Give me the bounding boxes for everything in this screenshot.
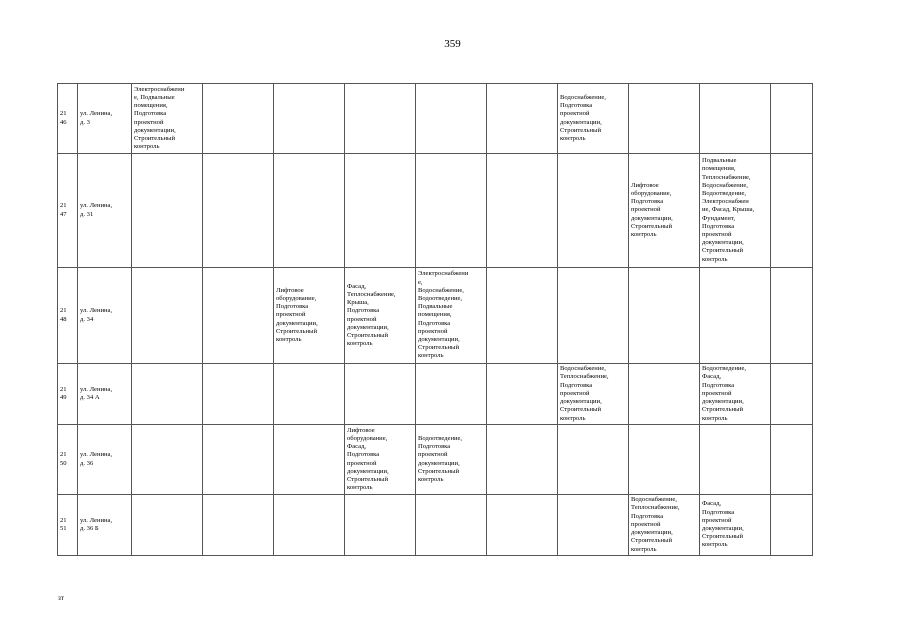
work-cell — [700, 84, 771, 154]
work-cell — [771, 364, 813, 425]
work-cell — [345, 364, 416, 425]
work-cell: Водоснабжение, Теплоснабжение, Подготовка проектной документации, Строительный контроль — [558, 364, 629, 425]
work-cell — [771, 84, 813, 154]
page-number: 359 — [444, 38, 461, 50]
work-cell — [274, 425, 345, 495]
work-cell — [345, 495, 416, 556]
work-cell — [132, 495, 203, 556]
work-cell — [416, 364, 487, 425]
work-cell — [203, 495, 274, 556]
work-cell — [629, 425, 700, 495]
row-number-cell: 21 47 — [58, 154, 78, 268]
work-cell — [487, 364, 558, 425]
repair-schedule-table — [57, 83, 813, 556]
table-row — [58, 425, 813, 495]
work-cell — [345, 154, 416, 268]
work-cell — [203, 268, 274, 364]
footer-mark: зт — [58, 594, 64, 602]
work-cell: Водоотведение, Фасад, Подготовка проектной документации, Строительный контроль — [700, 364, 771, 425]
work-cell — [416, 154, 487, 268]
work-cell: Лифтовое оборудование, Фасад, Подготовка проектной документации, Строительный контроль — [345, 425, 416, 495]
work-cell — [629, 268, 700, 364]
work-cell — [700, 268, 771, 364]
work-cell — [558, 268, 629, 364]
row-number-cell: 21 49 — [58, 364, 78, 425]
work-cell — [487, 154, 558, 268]
work-cell — [132, 425, 203, 495]
work-cell: Электроснабжени е, Водоснабжение, Водоотведение, Подвальные помещения, Подготовка проектной документации, Строительный контроль — [416, 268, 487, 364]
work-cell — [487, 268, 558, 364]
work-cell — [771, 495, 813, 556]
work-cell — [274, 495, 345, 556]
address-cell: ул. Ленина, д. 3 — [78, 84, 132, 154]
address-cell: ул. Ленина, д. 36 Б — [78, 495, 132, 556]
work-cell — [416, 84, 487, 154]
work-cell — [771, 425, 813, 495]
work-cell — [203, 364, 274, 425]
work-cell — [416, 495, 487, 556]
work-cell — [771, 268, 813, 364]
work-cell: Водоснабжение, Теплоснабжение, Подготовка проектной документации, Строительный контроль — [629, 495, 700, 556]
work-cell — [274, 364, 345, 425]
row-number-cell: 21 51 — [58, 495, 78, 556]
work-cell — [345, 84, 416, 154]
address-cell: ул. Ленина, д. 34 А — [78, 364, 132, 425]
work-cell: Подвальные помещения, Теплоснабжение, Водоснабжение, Водоотведение, Электроснабжен ие, Фасад, Крыша, Фундамент, Подготовка проектной документации, Строительный контроль — [700, 154, 771, 268]
work-cell — [132, 364, 203, 425]
work-cell — [558, 154, 629, 268]
work-cell — [629, 84, 700, 154]
table-row — [58, 268, 813, 364]
work-cell — [274, 84, 345, 154]
address-cell: ул. Ленина, д. 36 — [78, 425, 132, 495]
work-cell — [487, 425, 558, 495]
work-cell — [487, 495, 558, 556]
row-number-cell: 21 50 — [58, 425, 78, 495]
work-cell: Фасад, Подготовка проектной документации, Строительный контроль — [700, 495, 771, 556]
work-cell — [203, 425, 274, 495]
work-cell — [274, 154, 345, 268]
work-cell — [132, 268, 203, 364]
table-row — [58, 364, 813, 425]
work-cell — [203, 154, 274, 268]
work-cell — [771, 154, 813, 268]
work-cell: Электроснабжени е, Подвальные помещения, Подготовка проектной документации, Строительный контроль — [132, 84, 203, 154]
row-number-cell: 21 46 — [58, 84, 78, 154]
table-row — [58, 154, 813, 268]
table-row — [58, 84, 813, 154]
work-cell — [629, 364, 700, 425]
work-cell — [132, 154, 203, 268]
work-cell — [558, 495, 629, 556]
work-cell: Лифтовое оборудование, Подготовка проектной документации, Строительный контроль — [274, 268, 345, 364]
work-cell: Водоснабжение, Подготовка проектной документации, Строительный контроль — [558, 84, 629, 154]
address-cell: ул. Ленина, д. 31 — [78, 154, 132, 268]
row-number-cell: 21 48 — [58, 268, 78, 364]
work-cell: Лифтовое оборудование, Подготовка проектной документации, Строительный контроль — [629, 154, 700, 268]
work-cell: Водоотведение, Подготовка проектной документации, Строительный контроль — [416, 425, 487, 495]
work-cell — [558, 425, 629, 495]
work-cell — [203, 84, 274, 154]
table-row — [58, 495, 813, 556]
work-cell: Фасад, Теплоснабжение, Крыша, Подготовка проектной документации, Строительный контроль — [345, 268, 416, 364]
address-cell: ул. Ленина, д. 34 — [78, 268, 132, 364]
work-cell — [700, 425, 771, 495]
work-cell — [487, 84, 558, 154]
